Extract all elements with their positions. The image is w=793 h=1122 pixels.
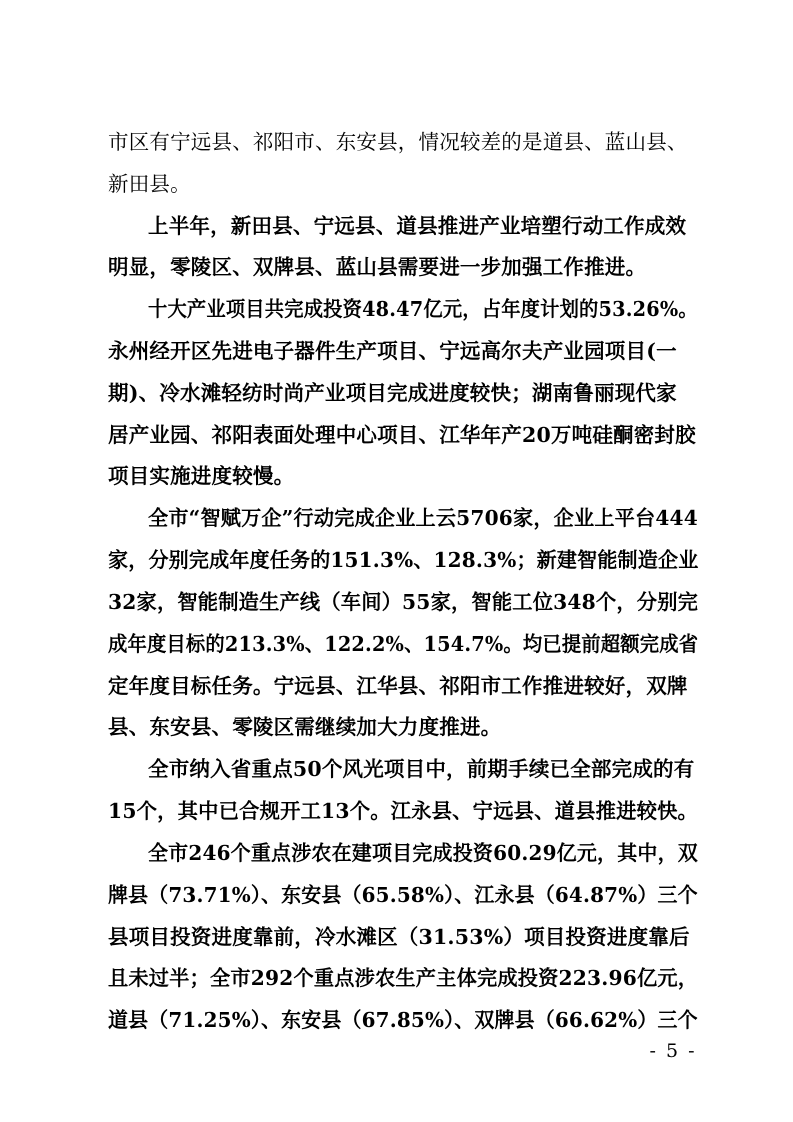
text-line: 且未过半；全市292个重点涉农生产主体完成投资223.96亿元， bbox=[108, 966, 699, 990]
text-line: 明显，零陵区、双牌县、蓝山县需要进一步加强工作推进。 bbox=[108, 255, 647, 279]
text-line: 项目实施进度较慢。 bbox=[108, 464, 295, 488]
text-line: 家，分别完成年度任务的151.3%、128.3%；新建智能制造企业 bbox=[108, 548, 699, 572]
text-line: 新田县。 bbox=[108, 172, 191, 196]
paragraph-line: 全市“智赋万企”行动完成企业上云5706家，企业上平台444 bbox=[148, 506, 698, 530]
text-line: 定年度目标任务。宁远县、江华县、祁阳市工作推进较好，双牌 bbox=[108, 674, 688, 698]
text-line: 32家，智能制造生产线（车间）55家，智能工位348个，分别完 bbox=[108, 590, 699, 614]
text-line: 县项目投资进度靠前，冷水滩区（31.53%）项目投资进度靠后 bbox=[108, 925, 690, 949]
text-line: 市区有宁远县、祁阳市、东安县，情况较差的是道县、蓝山县、 bbox=[108, 130, 688, 154]
text-line: 居产业园、祁阳表面处理中心项目、江华年产20万吨硅酮密封胶 bbox=[108, 423, 696, 447]
text-line: 县、东安县、零陵区需继续加大力度推进。 bbox=[108, 715, 502, 739]
page-number: - 5 - bbox=[649, 1040, 697, 1062]
paragraph-line: 上半年，新田县、宁远县、道县推进产业培塑行动工作成效 bbox=[148, 214, 687, 238]
text-line: 成年度目标的213.3%、122.2%、154.7%。均已提前超额完成省 bbox=[108, 632, 699, 656]
text-line: 15个，其中已合规开工13个。江永县、宁远县、道县推进较快。 bbox=[108, 799, 699, 823]
paragraph-line: 全市纳入省重点50个风光项目中，前期手续已全部完成的有 bbox=[148, 757, 695, 781]
paragraph-line: 十大产业项目共完成投资48.47亿元，占年度计划的53.26%。 bbox=[148, 297, 698, 321]
paragraph-line: 全市246个重点涉农在建项目完成投资60.29亿元，其中，双 bbox=[148, 841, 698, 865]
text-line: 永州经开区先进电子器件生产项目、宁远高尔夫产业园项目(一 bbox=[108, 339, 677, 363]
text-line: 期)、冷水滩轻纺时尚产业项目完成进度较快；湖南鲁丽现代家 bbox=[108, 381, 677, 405]
text-line: 牌县（73.71%）、东安县（65.58%）、江永县（64.87%）三个 bbox=[108, 883, 698, 907]
text-line: 道县（71.25%）、东安县（67.85%）、双牌县（66.62%）三个 bbox=[108, 1008, 698, 1032]
